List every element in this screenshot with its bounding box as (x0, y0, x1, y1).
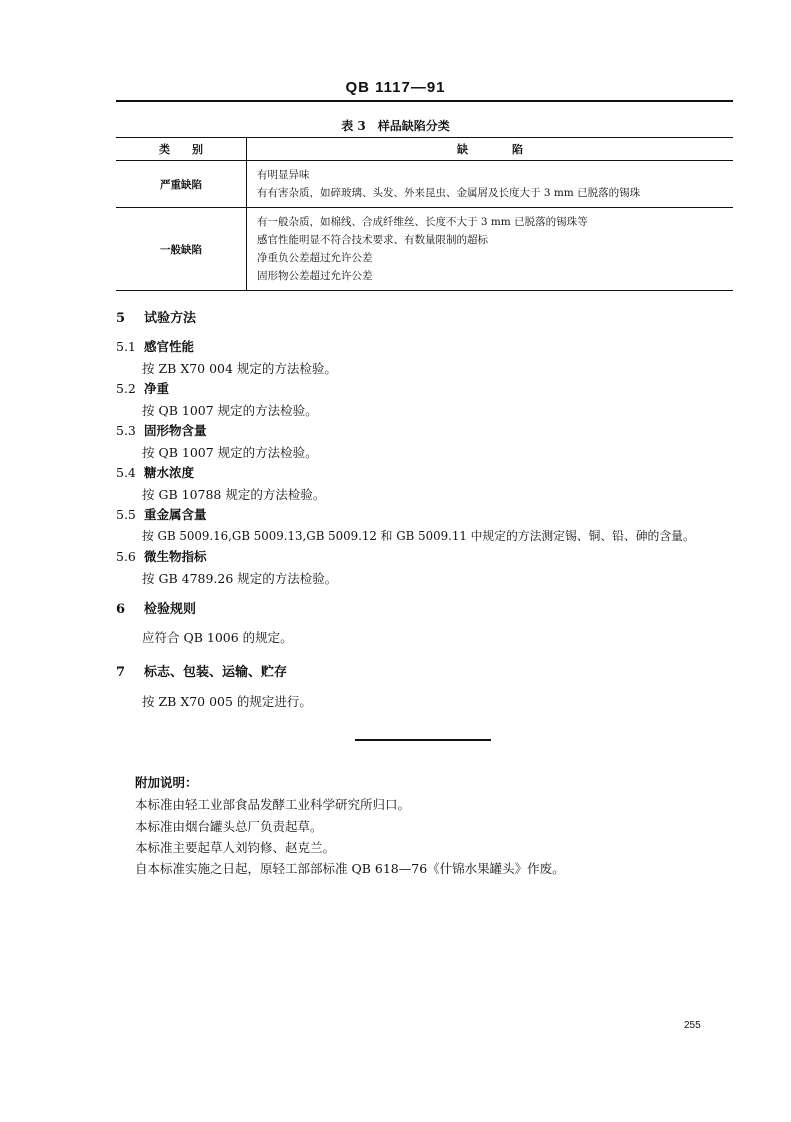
section-5-2-text: 按 QB 1007 规定的方法检验。 (142, 403, 318, 418)
defects-cell (247, 208, 734, 291)
column-header-category: 类 别 (116, 138, 247, 161)
table-row (116, 208, 733, 291)
section-6-text: 应符合 QB 1006 的规定。 (142, 630, 293, 645)
column-header-defects: 缺 陷 (247, 138, 734, 161)
section-title: 试验方法 (144, 311, 197, 326)
section-number: 5.4 (116, 465, 136, 480)
defect-item: 有有害杂质，如碎玻璃、头发、外来昆虫、金属屑及长度大于 3 mm 已脱落的锡珠 (257, 187, 641, 199)
section-number: 6 (116, 602, 126, 617)
table-header-row (116, 138, 733, 161)
section-5-3-heading (116, 421, 207, 439)
table-row (116, 161, 733, 208)
section-6-heading (116, 598, 196, 617)
section-5-1-heading (116, 337, 194, 355)
section-title: 感官性能 (144, 339, 195, 354)
section-5-5-text: 按 GB 5009.16,GB 5009.13,GB 5009.12 和 GB 5009.11 中规定的方法测定锡、铜、铅、砷的含量。 (142, 529, 695, 543)
notes-line: 本标准主要起草人刘钧修、赵克兰。 (135, 840, 336, 855)
section-5-4-text: 按 GB 10788 规定的方法检验。 (142, 487, 326, 502)
section-number: 5 (116, 311, 126, 326)
table-title: 表 3 样品缺陷分类 (341, 119, 450, 133)
notes-line: 本标准由轻工业部食品发酵工业科学研究所归口。 (135, 797, 411, 812)
defect-item: 有一般杂质，如棉线、合成纤维丝、长度不大于 3 mm 已脱落的锡珠等 (257, 216, 588, 228)
notes-line: 本标准由烟台罐头总厂负责起草。 (135, 819, 323, 834)
section-7-heading (116, 661, 287, 680)
section-title: 净重 (144, 381, 170, 396)
notes-title: 附加说明： (135, 775, 198, 790)
section-number: 7 (116, 665, 126, 680)
category-cell: 严重缺陷 (116, 161, 247, 208)
section-5-heading (116, 307, 196, 326)
section-5-6-text: 按 GB 4789.26 规定的方法检验。 (142, 571, 338, 586)
section-title: 糖水浓度 (144, 465, 195, 480)
end-divider (355, 739, 491, 741)
section-number: 5.3 (116, 423, 136, 438)
defect-item: 净重负公差超过允许公差 (257, 252, 373, 264)
defect-item: 有明显异味 (257, 169, 310, 181)
defect-item: 固形物公差超过允许公差 (257, 270, 373, 282)
section-number: 5.1 (116, 339, 136, 354)
notes-line: 自本标准实施之日起，原轻工部部标准 QB 618—76《什锦水果罐头》作废。 (135, 861, 565, 876)
defects-cell (247, 161, 734, 208)
section-5-4-heading (116, 463, 194, 481)
section-7-text: 按 ZB X70 005 的规定进行。 (142, 694, 312, 709)
header-rule (116, 100, 733, 102)
section-5-3-text: 按 QB 1007 规定的方法检验。 (142, 445, 318, 460)
section-5-5-heading (116, 505, 207, 523)
section-number: 5.6 (116, 549, 136, 564)
category-cell: 一般缺陷 (116, 208, 247, 291)
section-title: 微生物指标 (144, 549, 207, 564)
section-5-2-heading (116, 379, 169, 397)
section-number: 5.2 (116, 381, 136, 396)
defect-classification-table (116, 137, 733, 291)
section-5-6-heading (116, 547, 207, 565)
section-title: 固形物含量 (144, 423, 207, 438)
page-number: 255 (684, 1020, 701, 1031)
section-title: 重金属含量 (144, 507, 207, 522)
standard-code: QB 1117—91 (345, 79, 446, 96)
section-number: 5.5 (116, 507, 136, 522)
defect-item: 感官性能明显不符合技术要求、有数量限制的超标 (257, 234, 488, 246)
section-title: 标志、包装、运输、贮存 (144, 665, 288, 680)
section-title: 检验规则 (144, 602, 197, 617)
section-5-1-text: 按 ZB X70 004 规定的方法检验。 (142, 361, 337, 376)
